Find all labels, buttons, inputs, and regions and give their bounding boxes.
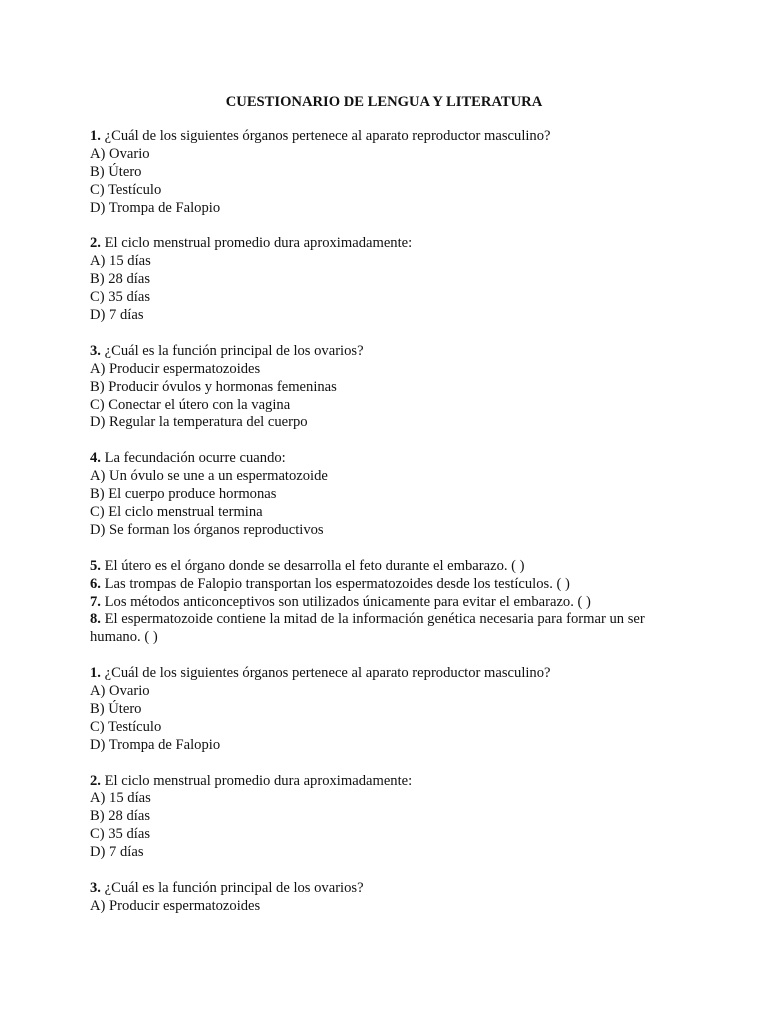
question-stem [90,128,680,146]
option-d: D) Se forman los órganos reproductivos [90,521,324,538]
question-text: El ciclo menstrual promedio dura aproximadamente: [100,235,413,252]
question-number: 2. [90,235,101,252]
option-c: C) Testículo [90,181,162,198]
question-text: ¿Cuál de los siguientes órganos pertenece al aparato reproductor masculino? [100,665,551,682]
option-a: A) Producir espermatozoides [90,897,261,914]
option-d: D) 7 días [90,307,144,324]
option-b: B) El cuerpo produce hormonas [90,486,277,503]
question-number: 1. [90,128,101,144]
question-1-repeat [90,665,680,755]
option-a: A) 15 días [90,790,151,807]
page-title: CUESTIONARIO DE LENGUA Y LITERATURA [225,94,543,110]
option-d: D) Trompa de Falopio [90,199,221,216]
question-text: ¿Cuál es la función principal de los ovarios? [100,342,364,359]
question-text: ¿Cuál es la función principal de los ovarios? [100,879,364,896]
question-number: 3. [90,342,101,359]
question-2 [90,235,680,325]
question-text: El ciclo menstrual promedio dura aproximadamente: [100,772,413,789]
option-c: C) 35 días [90,289,150,306]
option-c: C) El ciclo menstrual termina [90,503,263,520]
option-a: A) Ovario [90,145,150,162]
question-2-repeat [90,773,680,863]
question-stem [90,773,680,791]
statement-text: Las trompas de Falopio transportan los espermatozoides desde los testículos. ( ) [100,575,570,592]
statement-6 [90,576,680,594]
question-stem [90,343,680,361]
question-number: 2. [90,772,101,789]
questionnaire-body [90,128,680,934]
statement-number: 5. [90,557,101,574]
true-false-statements [90,558,680,648]
statement-text: Los métodos anticonceptivos son utilizados únicamente para evitar el embarazo. ( ) [100,593,591,610]
question-4 [90,450,680,540]
option-c: C) 35 días [90,826,150,843]
question-number: 1. [90,665,101,682]
option-d: D) 7 días [90,844,144,861]
question-3 [90,343,680,433]
question-text: La fecundación ocurre cuando: [100,450,286,467]
question-stem [90,450,680,468]
statement-text: El espermatozoide contiene la mitad de la información genética necesaria para formar un ser humano. ( ) [90,611,645,646]
statement-number: 8. [90,611,101,628]
option-b: B) Producir óvulos y hormonas femeninas [90,378,337,395]
statement-8 [90,611,680,647]
option-a: A) Ovario [90,683,150,700]
statement-number: 7. [90,593,101,610]
question-stem [90,235,680,253]
option-d: D) Trompa de Falopio [90,736,221,753]
option-a: A) Producir espermatozoides [90,360,261,377]
option-d: D) Regular la temperatura del cuerpo [90,414,308,431]
option-b: B) Útero [90,700,142,717]
option-b: B) 28 días [90,271,150,288]
statement-5 [90,558,680,576]
question-number: 3. [90,879,101,896]
statement-7 [90,594,680,612]
statement-text: El útero es el órgano donde se desarrolla el feto durante el embarazo. ( ) [100,557,525,574]
option-b: B) 28 días [90,808,150,825]
option-b: B) Útero [90,163,142,180]
option-a: A) Un óvulo se une a un espermatozoide [90,468,328,485]
question-stem [90,665,680,683]
question-text: ¿Cuál de los siguientes órganos pertenece al aparato reproductor masculino? [100,128,551,144]
question-3-repeat [90,880,680,916]
question-stem [90,880,680,898]
statement-number: 6. [90,575,101,592]
question-1 [90,128,680,218]
option-c: C) Conectar el útero con la vagina [90,396,291,413]
option-c: C) Testículo [90,718,162,735]
question-number: 4. [90,450,101,467]
option-a: A) 15 días [90,253,151,270]
